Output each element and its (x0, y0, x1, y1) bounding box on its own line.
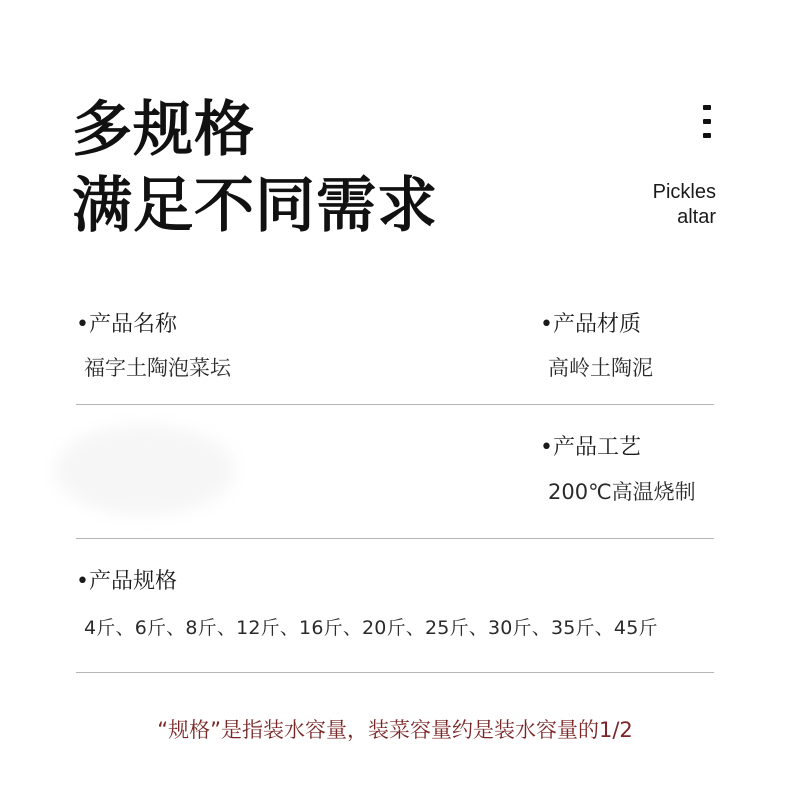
spec-process-label: •产品工艺 (540, 435, 641, 460)
divider (76, 404, 714, 405)
headline (72, 92, 438, 244)
spec-process-value: 200℃高温烧制 (548, 480, 696, 504)
brand-text (653, 180, 716, 230)
brand-line-2: altar (677, 206, 716, 228)
vertical-dots-icon (703, 105, 715, 147)
spec-sizes-label: •产品规格 (76, 569, 177, 594)
headline-line-2: 满足不同需求 (72, 171, 438, 241)
spec-material-value: 高岭土陶泥 (548, 356, 653, 380)
divider (76, 538, 714, 539)
spec-name-label: •产品名称 (76, 312, 177, 337)
headline-line-1: 多规格 (72, 95, 255, 165)
brand-line-1: Pickles (652, 181, 716, 203)
blurred-image (55, 425, 235, 515)
spec-name-value: 福字土陶泡菜坛 (84, 356, 231, 380)
footnote: “规格”是指装水容量，装菜容量约是装水容量的1/2 (157, 718, 633, 742)
divider (76, 672, 714, 673)
spec-material-label: •产品材质 (540, 312, 641, 337)
spec-sizes-value: 4斤、6斤、8斤、12斤、16斤、20斤、25斤、30斤、35斤、45斤 (84, 617, 658, 639)
